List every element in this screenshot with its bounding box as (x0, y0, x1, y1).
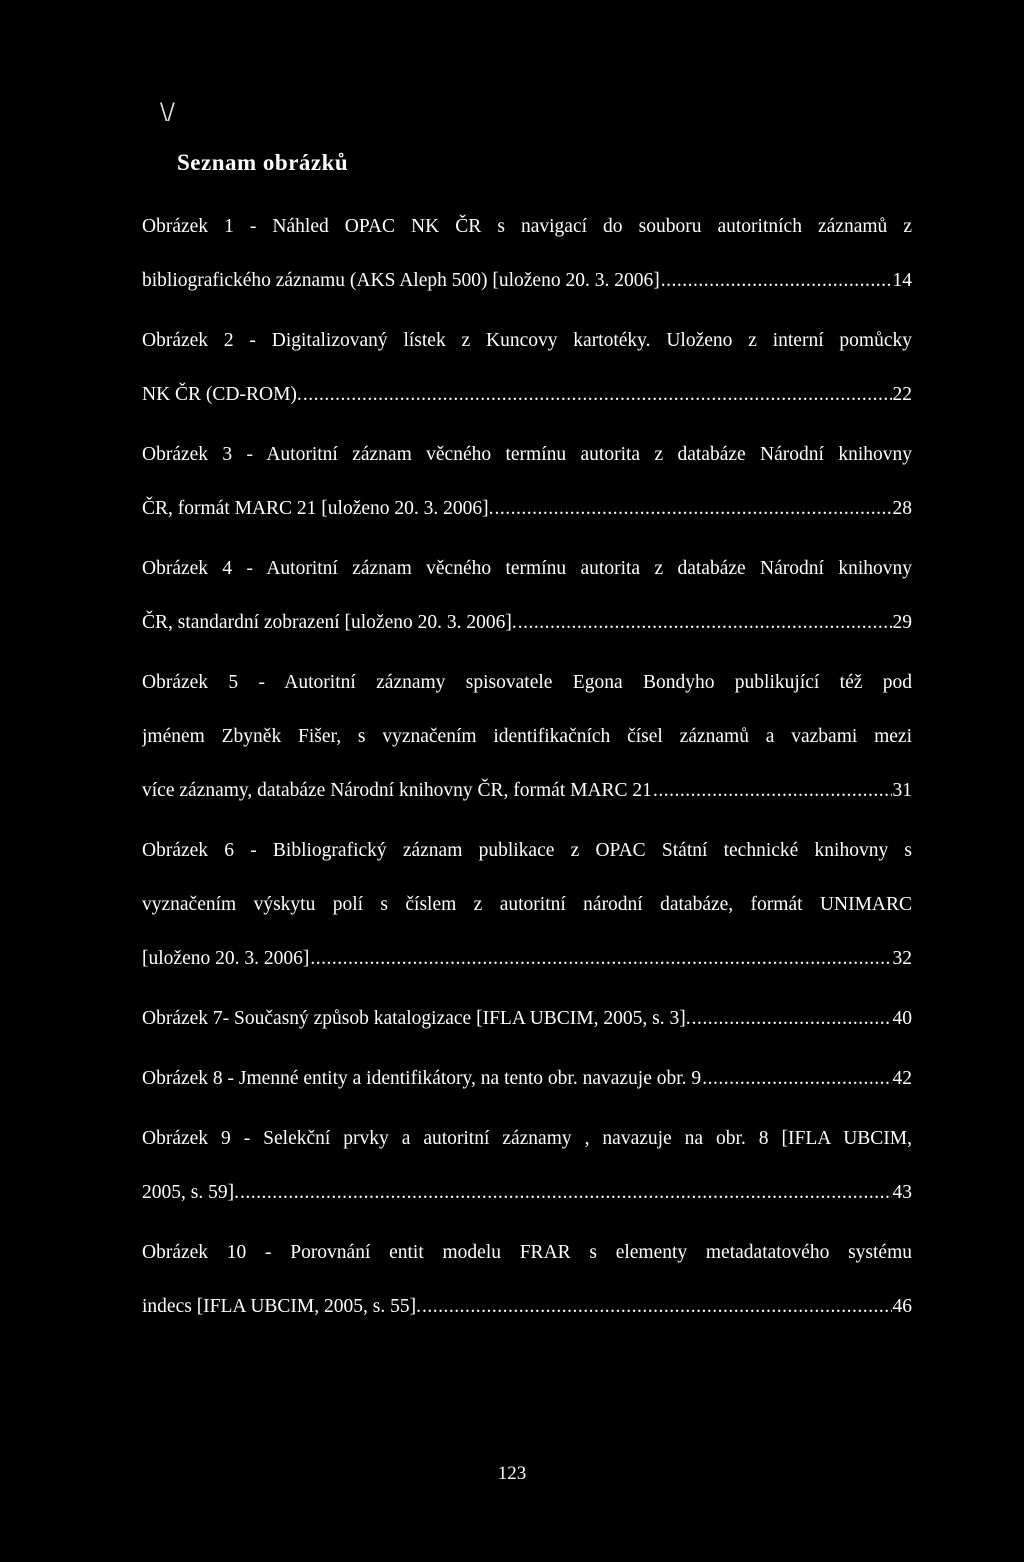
dot-leader (495, 482, 892, 536)
figure-entry-last-line (142, 992, 912, 1046)
figure-entry-line: Obrázek 3 - Autoritní záznam věcného termínu autorita z databáze Národní knihovny (142, 444, 912, 465)
figure-entry-text: [uloženo 20. 3. 2006] (142, 948, 310, 969)
figure-entry-text: ČR, formát MARC 21 [uloženo 20. 3. 2006]. (142, 498, 494, 519)
dot-leader (310, 932, 891, 986)
figure-entry-page: 42 (892, 1068, 912, 1089)
figure-entry[interactable] (142, 1052, 912, 1106)
figure-entry-last-line (142, 1166, 912, 1220)
figure-entry-last-line (142, 1280, 912, 1334)
figure-entry-line: Obrázek 6 - Bibliografický záznam publikace z OPAC Státní technické knihovny s (142, 840, 912, 861)
figure-entry[interactable] (142, 824, 912, 986)
figure-entry[interactable] (142, 1226, 912, 1334)
figure-entry[interactable] (142, 200, 912, 308)
figure-entry-line: vyznačením výskytu polí s číslem z autoritní národní databáze, formát UNIMARC (142, 894, 912, 915)
list-of-figures-heading: Seznam obrázků (177, 150, 349, 175)
figure-entry[interactable] (142, 428, 912, 536)
figure-entry-page: 29 (892, 612, 912, 633)
dot-leader (422, 1280, 892, 1334)
figure-entry-page: 46 (892, 1296, 912, 1317)
figure-entry-last-line (142, 254, 912, 308)
figure-entry-page: 40 (892, 1008, 912, 1029)
figure-entry-page: 43 (892, 1182, 912, 1203)
figure-entry-line: jménem Zbyněk Fišer, s vyznačením identifikačních čísel záznamů a vazbami mezi (142, 726, 912, 747)
figure-entry-text: Obrázek 8 - Jmenné entity a identifikátory, na tento obr. navazuje obr. 9 (142, 1068, 702, 1089)
figure-entry-page: 14 (892, 270, 912, 291)
figure-entry-line: Obrázek 1 - Náhled OPAC NK ČR s navigací do souboru autoritních záznamů z (142, 216, 912, 237)
figure-entry-last-line (142, 764, 912, 818)
list-of-figures (142, 200, 912, 1340)
figure-entry-text: indecs [IFLA UBCIM, 2005, s. 55]. (142, 1296, 421, 1317)
figure-entry-text: ČR, standardní zobrazení [uloženo 20. 3. 2006]. (142, 612, 517, 633)
figure-entry-line: Obrázek 5 - Autoritní záznamy spisovatele Egona Bondyho publikující též pod (142, 672, 912, 693)
handwritten-mark: \/ (160, 100, 175, 125)
figure-entry[interactable] (142, 992, 912, 1046)
figure-entry[interactable] (142, 656, 912, 818)
figure-entry-page: 32 (892, 948, 912, 969)
figure-entry-text: NK ČR (CD-ROM). (142, 384, 302, 405)
dot-leader (653, 764, 892, 818)
figure-entry-last-line (142, 1052, 912, 1106)
figure-entry-line: Obrázek 2 - Digitalizovaný lístek z Kuncovy kartotéky. Uloženo z interní pomůcky (142, 330, 912, 351)
page-number: 123 (497, 1463, 527, 1484)
figure-entry-line: Obrázek 4 - Autoritní záznam věcného termínu autorita z databáze Národní knihovny (142, 558, 912, 579)
figure-entry-page: 31 (892, 780, 912, 801)
figure-entry-line: Obrázek 9 - Selekční prvky a autoritní záznamy , navazuje na obr. 8 [IFLA UBCIM, (142, 1128, 912, 1149)
figure-entry-last-line (142, 932, 912, 986)
figure-entry-text: 2005, s. 59]. (142, 1182, 239, 1203)
figure-entry-text: bibliografického záznamu (AKS Aleph 500) [uloženo 20. 3. 2006] (142, 270, 660, 291)
figure-entry[interactable] (142, 314, 912, 422)
figure-entry-last-line (142, 368, 912, 422)
dot-leader (661, 254, 892, 308)
dot-leader (702, 1052, 891, 1106)
figure-entry[interactable] (142, 542, 912, 650)
dot-leader (303, 368, 892, 422)
dot-leader (692, 992, 892, 1046)
figure-entry[interactable] (142, 1112, 912, 1220)
figure-entry-page: 22 (892, 384, 912, 405)
figure-entry-page: 28 (892, 498, 912, 519)
figure-entry-last-line (142, 596, 912, 650)
figure-entry-text: Obrázek 7- Současný způsob katalogizace [IFLA UBCIM, 2005, s. 3]. (142, 1008, 691, 1029)
figure-entry-line: Obrázek 10 - Porovnání entit modelu FRAR s elementy metadatatového systému (142, 1242, 912, 1263)
figure-entry-last-line (142, 482, 912, 536)
figure-entry-text: více záznamy, databáze Národní knihovny ČR, formát MARC 21 (142, 780, 652, 801)
dot-leader (240, 1166, 892, 1220)
dot-leader (518, 596, 892, 650)
